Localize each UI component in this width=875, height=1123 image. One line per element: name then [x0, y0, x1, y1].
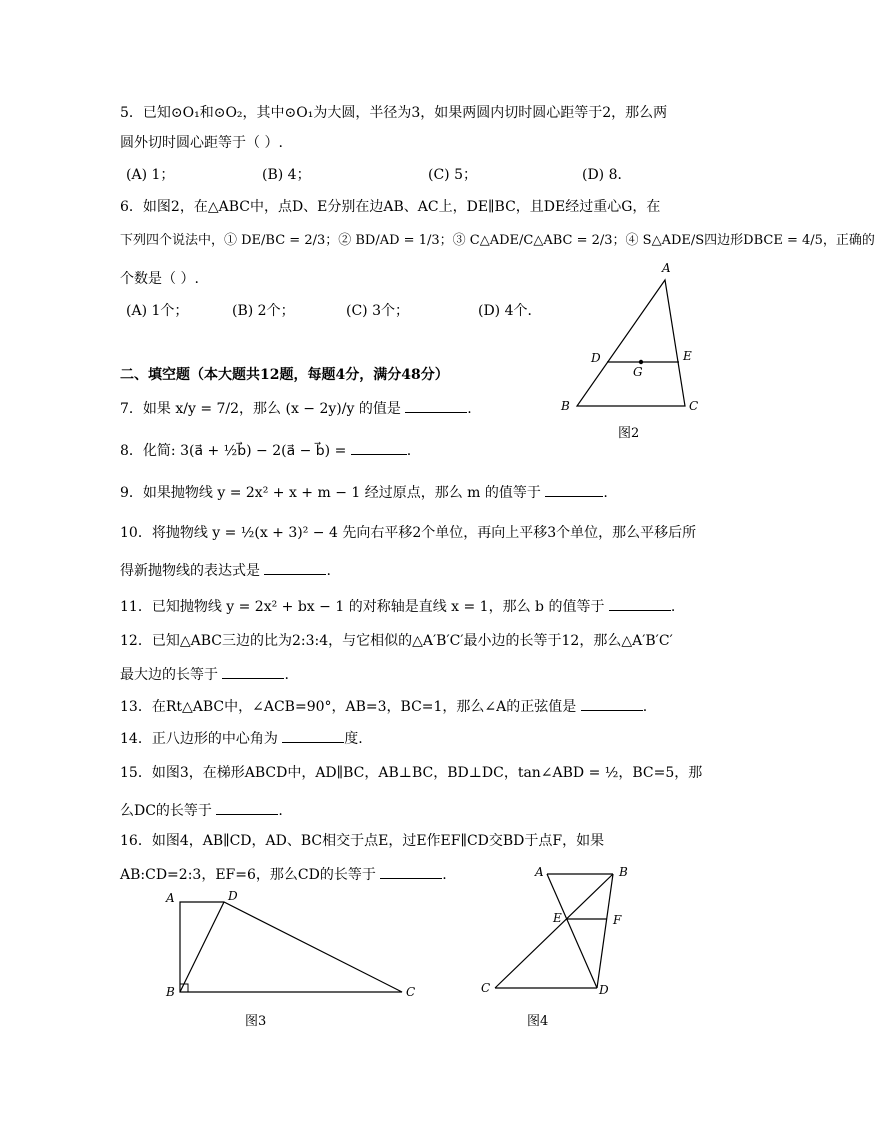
q14-suffix: 度.: [344, 731, 363, 747]
fig3-label-c: C: [406, 985, 416, 999]
q9-answer-blank[interactable]: [545, 482, 603, 497]
q13-answer-blank[interactable]: [581, 696, 643, 711]
fig3-caption: 图3: [245, 1014, 267, 1029]
q13-period: .: [642, 699, 648, 715]
figure-2-triangle: [555, 258, 705, 418]
q15-line2: [120, 800, 283, 820]
fig2-label-e: E: [683, 349, 692, 363]
q11-text: 11．已知抛物线 y = 2x² + bx − 1 的对称轴是直线 x = 1，那么 b 的值等于: [120, 599, 605, 615]
q10-answer-blank[interactable]: [264, 560, 326, 575]
q14-answer-blank[interactable]: [282, 728, 344, 743]
figure-4-crossing-lines: [475, 862, 635, 998]
fig2-label-a: A: [662, 261, 671, 275]
q15-line1: 15．如图3，在梯形ABCD中，AD∥BC，AB⊥BC，BD⊥DC，tan∠ABD = ½，BC=5，那: [120, 765, 703, 781]
fig4-label-a: A: [535, 865, 544, 879]
q16-line2: [120, 864, 447, 884]
fig2-label-c: C: [689, 399, 699, 413]
fig4-label-c: C: [481, 981, 491, 995]
q12-period: .: [284, 667, 289, 683]
q9-text: 9．如果抛物线 y = 2x² + x + m − 1 经过原点，那么 m 的值等于: [120, 485, 541, 501]
q5-option-a: (A) 1；: [126, 167, 175, 183]
q6-option-c: (C) 3个；: [346, 303, 409, 319]
q9-period: .: [603, 485, 608, 501]
fig4-label-f: F: [613, 913, 622, 927]
q10-period: .: [326, 563, 331, 579]
q14: [120, 728, 363, 748]
q10-line1: 10．将抛物线 y = ½(x + 3)² − 4 先向右平移2个单位，再向上平移3个单位，那么平移后所: [120, 525, 697, 541]
q16-text: AB:CD=2:3，EF=6，那么CD的长等于: [120, 867, 376, 883]
figure-3-trapezoid: [160, 888, 422, 1000]
q5-line2: 圆外切时圆心距等于（ ）.: [120, 135, 283, 151]
q11-period: .: [670, 599, 676, 615]
q12-text: 最大边的长等于: [120, 667, 218, 683]
q15-answer-blank[interactable]: [216, 800, 278, 815]
q12-line2: [120, 664, 289, 684]
q7-answer-blank[interactable]: [405, 398, 467, 413]
q8-period: .: [406, 443, 412, 459]
fig4-label-d: D: [599, 983, 609, 997]
q12-line1: 12．已知△ABC三边的比为2:3:4，与它相似的△A′B′C′最小边的长等于12，那么△A′B′C′: [120, 633, 673, 649]
fig2-caption: 图2: [618, 426, 640, 441]
q7: [120, 398, 472, 418]
q6-option-a: (A) 1个；: [126, 303, 189, 319]
q16-period: .: [442, 867, 447, 883]
q11-answer-blank[interactable]: [609, 596, 671, 611]
fig4-label-e: E: [553, 911, 562, 925]
q12-answer-blank[interactable]: [222, 664, 284, 679]
q6-line1: 6．如图2，在△ABC中，点D、E分别在边AB、AC上，DE∥BC，且DE经过重心G，在: [120, 199, 661, 215]
q13-text: 13．在Rt△ABC中，∠ACB=90°，AB=3，BC=1，那么∠A的正弦值是: [120, 699, 577, 715]
fig3-label-a: A: [166, 891, 175, 905]
q14-text: 14．正八边形的中心角为: [120, 731, 278, 747]
fig4-caption: 图4: [527, 1014, 549, 1029]
section-heading: 二、填空题（本大题共12题，每题4分，满分48分）: [120, 367, 449, 383]
q5-line1: 5．已知⊙O₁和⊙O₂，其中⊙O₁为大圆，半径为3，如果两圆内切时圆心距等于2，那么两: [120, 105, 668, 121]
q15-text: 么DC的长等于: [120, 803, 212, 819]
fig3-label-d: D: [228, 889, 238, 903]
q7-text: 7．如果 x/y = 7/2，那么 (x − 2y)/y 的值是: [120, 401, 401, 417]
q13: [120, 696, 647, 716]
q16-answer-blank[interactable]: [380, 864, 442, 879]
q5-option-c: (C) 5；: [428, 167, 477, 183]
q10-text: 得新抛物线的表达式是: [120, 563, 260, 579]
fig4-label-b: B: [619, 865, 628, 879]
q8-answer-blank[interactable]: [351, 440, 407, 455]
q5-option-b: (B) 4；: [262, 167, 311, 183]
q6-line3: 个数是（ ）.: [120, 271, 199, 287]
fig2-label-d: D: [591, 351, 601, 365]
q6-line2: 下列四个说法中，① DE/BC = 2/3；② BD/AD = 1/3；③ C△ADE/C△ABC = 2/3；④ S△ADE/S四边形DBCE = 4/5，正确的: [120, 233, 875, 248]
q10-line2: [120, 560, 331, 580]
q6-option-d: (D) 4个．: [478, 303, 542, 319]
q11: [120, 596, 675, 616]
q5-option-d: (D) 8．: [582, 167, 632, 183]
fig2-label-b: B: [561, 399, 570, 413]
q8: [120, 440, 411, 460]
fig2-label-g: G: [633, 365, 643, 379]
q6-option-b: (B) 2个；: [232, 303, 295, 319]
q16-line1: 16．如图4，AB∥CD，AD、BC相交于点E，过E作EF∥CD交BD于点F，如果: [120, 833, 605, 849]
q7-period: .: [467, 401, 472, 417]
q9: [120, 482, 608, 502]
q15-period: .: [278, 803, 283, 819]
q8-text: 8．化简: 3(a⃗ + ½b⃗) − 2(a⃗ − b⃗) =: [120, 443, 347, 459]
fig3-label-b: B: [166, 985, 175, 999]
